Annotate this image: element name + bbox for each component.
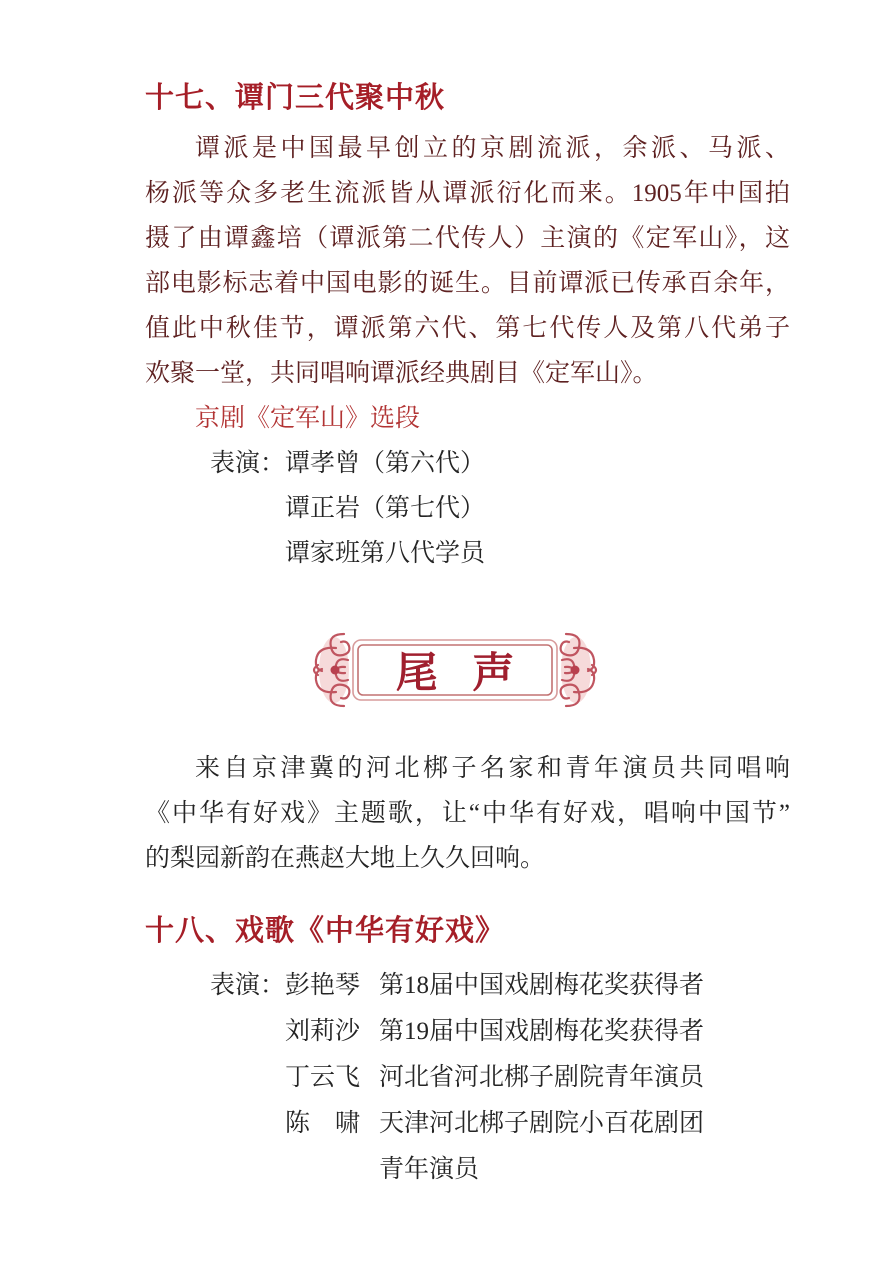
cast-row bbox=[285, 1101, 704, 1147]
paragraph-line: 部电影标志着中国电影的诞生。目前谭派已传承百余年， bbox=[145, 270, 790, 297]
piece-title: 京剧《定军山》选段 bbox=[195, 405, 421, 432]
cast-member-name: 彭艳琴 bbox=[285, 972, 361, 999]
section17-title: 十七、谭门三代聚中秋 bbox=[145, 82, 446, 114]
cast-row bbox=[285, 963, 704, 1009]
cast-member-credential: 第18届中国戏剧梅花奖获得者 bbox=[379, 972, 705, 999]
cast-member-name: 丁云飞 bbox=[285, 1064, 361, 1091]
cast-member-credential: 青年演员 bbox=[379, 1156, 480, 1183]
cast-names bbox=[285, 963, 704, 1193]
epilogue-banner bbox=[307, 624, 603, 716]
paragraph-line: 摄了由谭鑫培（谭派第二代传人）主演的《定军山》，这 bbox=[145, 225, 790, 252]
cast-member-name: 陈 啸 bbox=[285, 1110, 361, 1137]
epilogue-paragraph bbox=[145, 746, 790, 881]
cast-label: 表演： bbox=[210, 972, 286, 999]
cast-member-credential: 河北省河北梆子剧院青年演员 bbox=[379, 1064, 705, 1091]
cast-member-name bbox=[285, 1147, 365, 1193]
paragraph-line: 《中华有好戏》主题歌，让“中华有好戏，唱响中国节” bbox=[145, 800, 790, 827]
section18-title: 十八、戏歌《中华有好戏》 bbox=[145, 915, 506, 947]
cast-member: 谭家班第八代学员 bbox=[285, 540, 486, 567]
paragraph-line: 欢聚一堂，共同唱响谭派经典剧目《定军山》。 bbox=[145, 360, 658, 387]
cast-member: 谭正岩（第七代） bbox=[285, 495, 486, 522]
epilogue-banner-title: 尾 声 bbox=[395, 651, 527, 697]
cast-member-credential: 天津河北梆子剧院小百花剧团 bbox=[379, 1110, 705, 1137]
cast-row bbox=[285, 1055, 704, 1101]
paragraph-line: 来自京津冀的河北梆子名家和青年演员共同唱响 bbox=[195, 755, 790, 782]
section17-paragraph bbox=[145, 126, 790, 396]
program-page-content bbox=[145, 0, 790, 1193]
paragraph-line: 谭派是中国最早创立的京剧流派，余派、马派、 bbox=[195, 135, 790, 162]
cast-names bbox=[285, 441, 485, 576]
cast-row bbox=[285, 1009, 704, 1055]
cast-member-name: 刘莉沙 bbox=[285, 1018, 361, 1045]
cast-label: 表演： bbox=[210, 450, 286, 477]
section18-cast-list bbox=[145, 963, 790, 1193]
paragraph-line: 杨派等众多老生流派皆从谭派衍化而来。1905年中国拍 bbox=[145, 180, 790, 207]
paragraph-line: 值此中秋佳节，谭派第六代、第七代传人及第八代弟子 bbox=[145, 315, 790, 342]
cast-row bbox=[285, 1147, 704, 1193]
cast-member-credential: 第19届中国戏剧梅花奖获得者 bbox=[379, 1018, 705, 1045]
section17-cast-list bbox=[145, 441, 790, 576]
paragraph-line: 的梨园新韵在燕赵大地上久久回响。 bbox=[145, 845, 546, 872]
cast-member: 谭孝曾（第六代） bbox=[285, 450, 486, 477]
